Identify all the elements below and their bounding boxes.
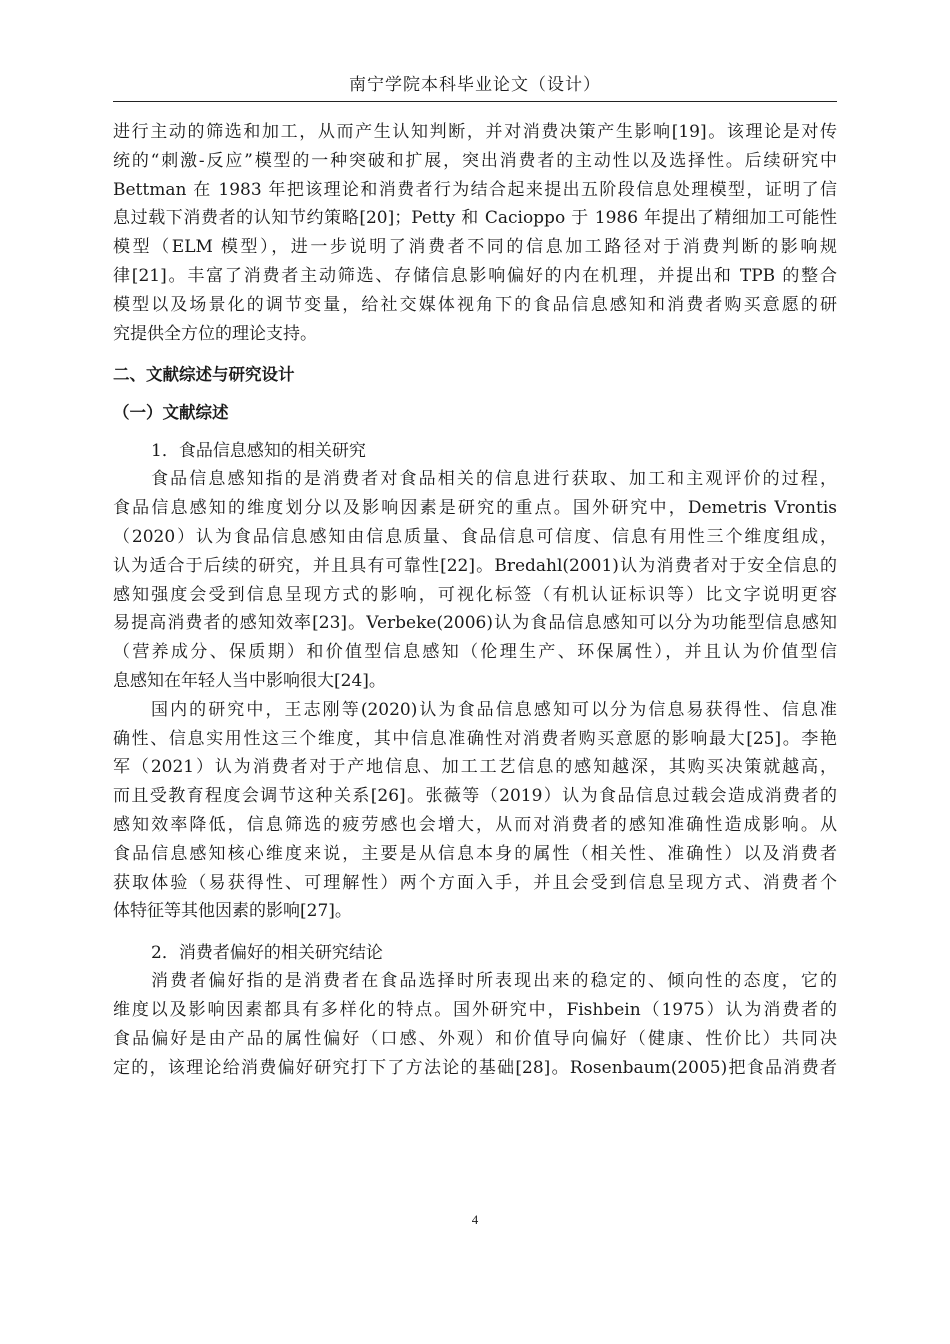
text-line: 食品信息感知的维度划分以及影响因素是研究的重点。国外研究中，Demetris Vrontis <box>113 498 837 519</box>
paragraph-2 <box>113 465 837 695</box>
text-line: 息感知在年轻人当中影响很大[24]。 <box>113 670 386 691</box>
text-line: 统的“刺激-反应”模型的一种突破和扩展，突出消费者的主动性以及选择性。后续研究中 <box>113 150 837 171</box>
text-line: Bettman 在 1983 年把该理论和消费者行为结合起来提出五阶段信息处理模型，证明了信 <box>113 179 837 200</box>
text-line: 律[21]。丰富了消费者主动筛选、存储信息影响偏好的内在机理，并提出和 TPB 的整合 <box>113 265 837 286</box>
text-line: 食品偏好是由产品的属性偏好（口感、外观）和价值导向偏好（健康、性价比）共同决 <box>113 1028 837 1049</box>
text-line: 食品信息感知指的是消费者对食品相关的信息进行获取、加工和主观评价的过程， <box>151 469 837 490</box>
text-line: 息过载下消费者的认知节约策略[20]；Petty 和 Cacioppo 于 1986 年提出了精细加工可能性 <box>113 208 837 229</box>
text-line: 维度以及影响因素都具有多样化的特点。国外研究中，Fishbein（1975）认为消费者的 <box>113 999 837 1020</box>
text-line: 军（2021）认为消费者对于产地信息、加工工艺信息的感知越深，其购买决策就越高， <box>113 757 837 778</box>
text-line: 进行主动的筛选和加工，从而产生认知判断，并对消费决策产生影响[19]。该理论是对传 <box>113 122 837 142</box>
paragraph-3 <box>113 696 837 926</box>
page-number: 4 <box>471 1212 479 1227</box>
text-line: 消费者偏好指的是消费者在食品选择时所表现出来的稳定的、倾向性的态度，它的 <box>151 971 837 992</box>
text-line: （营养成分、保质期）和价值型信息感知（伦理生产、环保属性），并且认为价值型信 <box>113 642 837 663</box>
text-line: 模型（ELM 模型），进一步说明了消费者不同的信息加工路径对于消费判断的影响规 <box>113 237 837 258</box>
text-line: 感知效率降低，信息筛选的疲劳感也会增大，从而对消费者的感知准确性造成影响。从 <box>113 814 837 835</box>
running-header: 南宁学院本科毕业论文（设计） <box>349 75 601 95</box>
text-line: 模型以及场景化的调节变量，给社交媒体视角下的食品信息感知和消费者购买意愿的研 <box>113 294 837 315</box>
text-line: 究提供全方位的理论支持。 <box>113 323 317 344</box>
paragraph-4 <box>113 967 837 1082</box>
paragraph-1 <box>113 118 837 348</box>
header-divider <box>113 101 837 102</box>
text-line: 而且受教育程度会调节这种关系[26]。张薇等（2019）认为食品信息过载会造成消费者的 <box>113 786 837 807</box>
subsection-heading: （一）文献综述 <box>113 403 229 423</box>
body-text <box>113 118 837 1082</box>
text-line: 获取体验（易获得性、可理解性）两个方面入手，并且会受到信息呈现方式、消费者个 <box>113 872 837 893</box>
text-line: 感知强度会受到信息呈现方式的影响，可视化标签（有机认证标识等）比文字说明更容 <box>113 584 837 605</box>
topic-heading-1: 1．食品信息感知的相关研究 <box>151 441 366 462</box>
text-line: 国内的研究中，王志刚等(2020)认为食品信息感知可以分为信息易获得性、信息准 <box>151 699 837 720</box>
topic-heading-2: 2．消费者偏好的相关研究结论 <box>151 943 383 964</box>
text-line: 体特征等其他因素的影响[27]。 <box>113 901 352 922</box>
text-line: 认为适合于后续的研究，并且具有可靠性[22]。Bredahl(2001)认为消费者对于安全信息的 <box>113 555 837 576</box>
text-line: 定的，该理论给消费偏好研究打下了方法论的基础[28]。Rosenbaum(2005)把食品消费者 <box>113 1057 837 1078</box>
text-line: 食品信息感知核心维度来说，主要是从信息本身的属性（相关性、准确性）以及消费者 <box>113 843 837 864</box>
text-line: 确性、信息实用性这三个维度，其中信息准确性对消费者购买意愿的影响最大[25]。李艳 <box>113 728 837 749</box>
section-heading: 二、文献综述与研究设计 <box>113 365 295 385</box>
text-line: 易提高消费者的感知效率[23]。Verbeke(2006)认为食品信息感知可以分为功能型信息感知 <box>113 613 837 634</box>
text-line: （2020）认为食品信息感知由信息质量、食品信息可信度、信息有用性三个维度组成， <box>113 526 837 547</box>
